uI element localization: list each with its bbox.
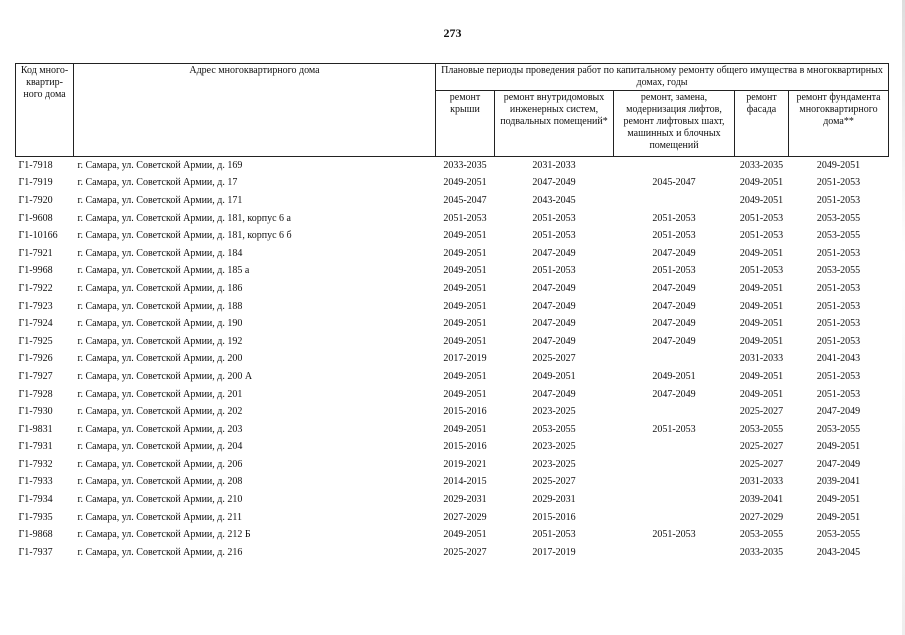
cell-foundation: 2051-2053 [816, 318, 861, 330]
cell-engineering: 2053-2055 [532, 423, 576, 435]
cell-engineering: 2047-2049 [532, 177, 576, 189]
cell-roof: 2049-2051 [443, 529, 487, 541]
cell-foundation: 2049-2051 [816, 511, 861, 523]
cell-foundation: 2043-2045 [816, 546, 861, 558]
cell-roof: 2049-2051 [443, 370, 487, 382]
header-code: Код много-квартир-ного дома [16, 64, 74, 157]
cell-address: г. Самара, ул. Советской Армии, д. 169 [77, 159, 243, 171]
cell-facade: 2033-2035 [739, 546, 784, 558]
cell-roof: 2033-2035 [443, 159, 487, 171]
table-row [16, 491, 889, 509]
table-row [16, 526, 889, 544]
cell-roof: 2015-2016 [443, 441, 487, 453]
cell-elevators [614, 403, 735, 421]
table-row [16, 351, 889, 369]
cell-foundation: 2039-2041 [816, 476, 861, 488]
table-row [16, 474, 889, 492]
cell-facade: 2049-2051 [739, 370, 784, 382]
cell-code: Г1-7924 [18, 318, 53, 330]
cell-facade: 2053-2055 [739, 423, 784, 435]
cell-facade: 2025-2027 [739, 441, 784, 453]
cell-roof: 2049-2051 [443, 230, 487, 242]
cell-elevators: 2047-2049 [652, 318, 696, 330]
cell-elevators [614, 351, 735, 369]
cell-engineering: 2051-2053 [532, 529, 576, 541]
cell-elevators: 2051-2053 [652, 230, 696, 242]
page-number: 273 [443, 26, 462, 40]
cell-address: г. Самара, ул. Советской Армии, д. 184 [77, 247, 243, 259]
cell-roof: 2014-2015 [443, 476, 487, 488]
table-row [16, 386, 889, 404]
header-facade: ремонт фасада [735, 91, 789, 157]
cell-elevators: 2047-2049 [652, 247, 696, 259]
cell-code: Г1-7925 [18, 335, 53, 347]
cell-code: Г1-7930 [18, 406, 53, 418]
cell-foundation: 2051-2053 [816, 194, 861, 206]
cell-address: г. Самара, ул. Советской Армии, д. 216 [77, 546, 243, 558]
cell-code: Г1-7918 [18, 159, 53, 171]
cell-engineering: 2047-2049 [532, 300, 576, 312]
capital-repair-table [15, 63, 889, 562]
cell-code: Г1-7933 [18, 476, 53, 488]
cell-foundation: 2047-2049 [816, 406, 861, 418]
cell-foundation: 2053-2055 [816, 423, 861, 435]
header-address: Адрес многоквартирного дома [74, 64, 436, 157]
table-row [16, 403, 889, 421]
cell-foundation: 2049-2051 [816, 441, 861, 453]
cell-address: г. Самара, ул. Советской Армии, д. 200 [77, 353, 243, 365]
cell-address: г. Самара, ул. Советской Армии, д. 208 [77, 476, 243, 488]
cell-foundation: 2049-2051 [816, 159, 861, 171]
table-row [16, 439, 889, 457]
cell-roof: 2049-2051 [443, 247, 487, 259]
header-engineering: ремонт внутридомовых инженерных систем, подвальных помещений* [495, 91, 614, 157]
cell-roof: 2045-2047 [443, 194, 487, 206]
cell-roof: 2015-2016 [443, 406, 487, 418]
cell-engineering: 2023-2025 [532, 406, 576, 418]
header-periods: Плановые периоды проведения работ по капитальному ремонту общего имущества в многоквартирных домах, годы [436, 64, 889, 91]
cell-foundation: 2051-2053 [816, 388, 861, 400]
cell-foundation: 2041-2043 [816, 353, 861, 365]
cell-foundation: 2053-2055 [816, 529, 861, 541]
cell-foundation: 2051-2053 [816, 247, 861, 259]
cell-foundation: 2051-2053 [816, 335, 861, 347]
cell-engineering: 2047-2049 [532, 318, 576, 330]
cell-engineering: 2023-2025 [532, 458, 576, 470]
table-body [16, 157, 889, 562]
cell-foundation: 2053-2055 [816, 212, 861, 224]
cell-engineering: 2031-2033 [532, 159, 576, 171]
cell-code: Г1-7920 [18, 194, 53, 206]
cell-elevators: 2051-2053 [652, 423, 696, 435]
cell-code: Г1-7934 [18, 494, 53, 506]
cell-roof: 2049-2051 [443, 265, 487, 277]
cell-elevators: 2051-2053 [652, 212, 696, 224]
cell-elevators: 2049-2051 [652, 370, 696, 382]
table-row [16, 227, 889, 245]
cell-address: г. Самара, ул. Советской Армии, д. 200 А [77, 370, 253, 382]
cell-code: Г1-9968 [18, 265, 53, 277]
cell-address: г. Самара, ул. Советской Армии, д. 171 [77, 194, 243, 206]
cell-roof: 2049-2051 [443, 282, 487, 294]
cell-engineering: 2017-2019 [532, 546, 576, 558]
cell-code: Г1-7937 [18, 546, 53, 558]
cell-engineering: 2047-2049 [532, 282, 576, 294]
cell-elevators [614, 456, 735, 474]
cell-code: Г1-9868 [18, 529, 53, 541]
cell-address: г. Самара, ул. Советской Армии, д. 188 [77, 300, 243, 312]
cell-roof: 2049-2051 [443, 300, 487, 312]
cell-foundation: 2051-2053 [816, 300, 861, 312]
cell-facade: 2049-2051 [739, 318, 784, 330]
cell-facade: 2033-2035 [739, 159, 784, 171]
cell-facade: 2031-2033 [739, 353, 784, 365]
table-header [16, 64, 889, 157]
cell-address: г. Самара, ул. Советской Армии, д. 186 [77, 282, 243, 294]
table-row [16, 368, 889, 386]
table-row [16, 280, 889, 298]
cell-engineering: 2051-2053 [532, 212, 576, 224]
cell-roof: 2049-2051 [443, 318, 487, 330]
cell-facade: 2049-2051 [739, 247, 784, 259]
cell-roof: 2027-2029 [443, 511, 487, 523]
cell-code: Г1-7919 [18, 177, 53, 189]
cell-facade: 2049-2051 [739, 282, 784, 294]
cell-elevators [614, 544, 735, 562]
cell-engineering: 2047-2049 [532, 388, 576, 400]
cell-engineering: 2047-2049 [532, 335, 576, 347]
cell-address: г. Самара, ул. Советской Армии, д. 181, корпус 6 а [77, 212, 291, 224]
cell-address: г. Самара, ул. Советской Армии, д. 192 [77, 335, 243, 347]
cell-code: Г1-9608 [18, 212, 53, 224]
cell-foundation: 2053-2055 [816, 230, 861, 242]
table-row [16, 456, 889, 474]
cell-elevators [614, 491, 735, 509]
cell-address: г. Самара, ул. Советской Армии, д. 211 [77, 511, 242, 523]
cell-roof: 2025-2027 [443, 546, 487, 558]
cell-address: г. Самара, ул. Советской Армии, д. 202 [77, 406, 243, 418]
cell-foundation: 2051-2053 [816, 282, 861, 294]
cell-facade: 2027-2029 [739, 511, 784, 523]
cell-facade: 2049-2051 [739, 177, 784, 189]
cell-code: Г1-7922 [18, 282, 53, 294]
table-row [16, 263, 889, 281]
cell-facade: 2049-2051 [739, 335, 784, 347]
cell-roof: 2049-2051 [443, 423, 487, 435]
cell-elevators: 2051-2053 [652, 265, 696, 277]
cell-elevators [614, 474, 735, 492]
cell-code: Г1-7926 [18, 353, 53, 365]
table-row [16, 544, 889, 562]
table-row [16, 157, 889, 175]
cell-engineering: 2029-2031 [532, 494, 576, 506]
header-roof: ремонт крыши [436, 91, 495, 157]
cell-facade: 2031-2033 [739, 476, 784, 488]
cell-address: г. Самара, ул. Советской Армии, д. 201 [77, 388, 243, 400]
cell-facade: 2053-2055 [739, 529, 784, 541]
cell-code: Г1-7928 [18, 388, 53, 400]
cell-address: г. Самара, ул. Советской Армии, д. 206 [77, 458, 243, 470]
cell-engineering: 2051-2053 [532, 265, 576, 277]
cell-facade: 2049-2051 [739, 194, 784, 206]
cell-foundation: 2051-2053 [816, 177, 861, 189]
cell-engineering: 2049-2051 [532, 370, 576, 382]
cell-elevators: 2047-2049 [652, 335, 696, 347]
cell-address: г. Самара, ул. Советской Армии, д. 190 [77, 318, 243, 330]
cell-roof: 2049-2051 [443, 388, 487, 400]
cell-code: Г1-7935 [18, 511, 53, 523]
cell-facade: 2025-2027 [739, 458, 784, 470]
cell-roof: 2029-2031 [443, 494, 487, 506]
cell-address: г. Самара, ул. Советской Армии, д. 17 [77, 177, 238, 189]
cell-address: г. Самара, ул. Советской Армии, д. 185 а [77, 265, 250, 277]
table-row [16, 315, 889, 333]
cell-code: Г1-7932 [18, 458, 53, 470]
cell-code: Г1-7927 [18, 370, 53, 382]
cell-address: г. Самара, ул. Советской Армии, д. 203 [77, 423, 243, 435]
cell-facade: 2051-2053 [739, 212, 784, 224]
cell-foundation: 2053-2055 [816, 265, 861, 277]
cell-elevators [614, 509, 735, 527]
cell-engineering: 2025-2027 [532, 353, 576, 365]
cell-elevators [614, 439, 735, 457]
cell-roof: 2049-2051 [443, 335, 487, 347]
header-elevators: ремонт, замена, модернизация лифтов, ремонт лифтовых шахт, машинных и блочных помещений [614, 91, 735, 157]
table-row [16, 192, 889, 210]
cell-code: Г1-7931 [18, 441, 53, 453]
table-row [16, 298, 889, 316]
table-row [16, 333, 889, 351]
cell-address: г. Самара, ул. Советской Армии, д. 210 [77, 494, 243, 506]
cell-code: Г1-7923 [18, 300, 53, 312]
table-row [16, 509, 889, 527]
cell-address: г. Самара, ул. Советской Армии, д. 204 [77, 441, 243, 453]
cell-foundation: 2051-2053 [816, 370, 861, 382]
cell-roof: 2049-2051 [443, 177, 487, 189]
cell-facade: 2039-2041 [739, 494, 784, 506]
table-row [16, 175, 889, 193]
cell-elevators [614, 157, 735, 175]
cell-roof: 2017-2019 [443, 353, 487, 365]
cell-elevators [614, 192, 735, 210]
cell-elevators: 2047-2049 [652, 282, 696, 294]
cell-facade: 2049-2051 [739, 300, 784, 312]
cell-address: г. Самара, ул. Советской Армии, д. 181, корпус 6 б [77, 230, 292, 242]
cell-engineering: 2025-2027 [532, 476, 576, 488]
cell-facade: 2051-2053 [739, 230, 784, 242]
cell-engineering: 2047-2049 [532, 247, 576, 259]
header-foundation: ремонт фундамента многоквартирного дома** [789, 91, 889, 157]
table-row [16, 210, 889, 228]
cell-code: Г1-9831 [18, 423, 53, 435]
cell-elevators: 2047-2049 [652, 388, 696, 400]
cell-engineering: 2015-2016 [532, 511, 576, 523]
cell-roof: 2051-2053 [443, 212, 487, 224]
cell-address: г. Самара, ул. Советской Армии, д. 212 Б [77, 529, 251, 541]
cell-code: Г1-7921 [18, 247, 53, 259]
cell-foundation: 2047-2049 [816, 458, 861, 470]
cell-engineering: 2051-2053 [532, 230, 576, 242]
table-row [16, 245, 889, 263]
cell-elevators: 2047-2049 [652, 300, 696, 312]
cell-engineering: 2023-2025 [532, 441, 576, 453]
cell-code: Г1-10166 [18, 230, 58, 242]
cell-facade: 2051-2053 [739, 265, 784, 277]
cell-elevators: 2045-2047 [652, 177, 696, 189]
cell-roof: 2019-2021 [443, 458, 487, 470]
cell-engineering: 2043-2045 [532, 194, 576, 206]
cell-foundation: 2049-2051 [816, 494, 861, 506]
table-row [16, 421, 889, 439]
cell-facade: 2025-2027 [739, 406, 784, 418]
cell-elevators: 2051-2053 [652, 529, 696, 541]
cell-facade: 2049-2051 [739, 388, 784, 400]
